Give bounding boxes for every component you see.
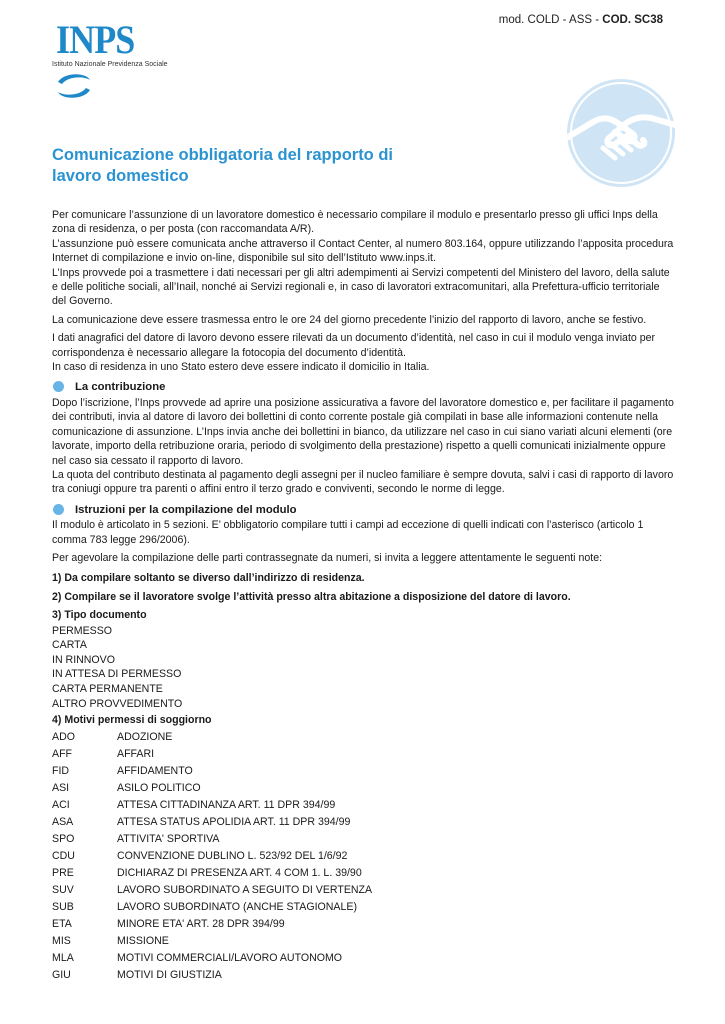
list-item: ALTRO PROVVEDIMENTO (52, 697, 183, 710)
code-cell: ACI (52, 798, 70, 811)
intro-paragraph: In caso di residenza in uno Stato estero deve essere indicato il domicilio in Italia. (52, 361, 430, 374)
bullet-dot-icon (53, 381, 64, 392)
code-cell: ASI (52, 781, 70, 794)
note-1: 1) Da compilare soltanto se diverso dall’indirizzo di residenza. (52, 572, 365, 585)
table-row (52, 764, 372, 781)
form-code (499, 14, 663, 26)
intro-paragraph: La comunicazione deve essere trasmessa entro le ore 24 del giorno precedente l’inizio del rapporto di lavoro, anche se festivo. (52, 313, 647, 326)
code-cell: CDU (52, 849, 75, 862)
section-heading-label: Istruzioni per la compilazione del modulo (75, 503, 297, 516)
form-code-number: COD. SC38 (602, 14, 663, 26)
desc-cell: ATTIVITA' SPORTIVA (117, 832, 220, 845)
istruzioni-paragraph: Il modulo è articolato in 5 sezioni. E’ obbligatorio compilare tutti i campi ad eccezione di quelli indicati con l’asterisco (articolo 1 comma 783 legge 296/2006). (52, 519, 644, 546)
desc-cell: MOTIVI COMMERCIALI/LAVORO AUTONOMO (117, 951, 343, 964)
logo-subtitle: Istituto Nazionale Previdenza Sociale (52, 61, 168, 68)
code-cell: SPO (52, 832, 75, 845)
desc-cell: ATTESA STATUS APOLIDIA ART. 11 DPR 394/99 (117, 815, 351, 828)
code-cell: MLA (52, 951, 74, 964)
desc-cell: ATTESA CITTADINANZA ART. 11 DPR 394/99 (117, 798, 336, 811)
table-row (52, 934, 372, 951)
code-cell: ADO (52, 730, 75, 743)
note-3: 3) Tipo documento (52, 609, 147, 622)
intro-paragraph: L’assunzione può essere comunicata anche attraverso il Contact Center, al numero 803.164, oppure utilizzando l’apposita procedura Internet di compilazione e invio on-line, disponibile sul sito dell’Istituto www.inps.it. (52, 237, 674, 265)
table-row (52, 798, 372, 815)
code-cell: AFF (52, 747, 73, 760)
code-cell: ASA (52, 815, 74, 828)
table-row (52, 883, 372, 900)
list-item: CARTA PERMANENTE (52, 682, 163, 695)
inps-swirl-icon (54, 72, 94, 100)
table-row (52, 730, 372, 747)
desc-cell: AFFIDAMENTO (117, 764, 193, 777)
contribuzione-paragraph: La quota del contributo destinata al pagamento degli assegni per il nucleo familiare è sempre dovuta, salvi i casi di rapporto di lavoro tra coniugi oppure tra parenti o affini entro il terzo grado e conviventi, secondo le norme di legge. (52, 468, 674, 496)
list-item: IN RINNOVO (52, 653, 115, 666)
table-row (52, 951, 372, 968)
intro-paragraph: Per comunicare l’assunzione di un lavoratore domestico è necessario compilare il modulo e presentarlo presso gli uffici Inps della zona di residenza, o per posta (con raccomandata A/R). (52, 209, 658, 236)
table-row (52, 747, 372, 764)
inps-logo (52, 17, 212, 100)
table-row (52, 832, 372, 849)
code-cell: SUV (52, 883, 74, 896)
desc-cell: MISSIONE (117, 934, 169, 947)
permit-reasons-table (52, 730, 372, 985)
table-row (52, 968, 372, 985)
form-code-prefix: mod. COLD - ASS - (498, 14, 603, 26)
note-2: 2) Compilare se il lavoratore svolge l’attività presso altra abitazione a disposizione del datore di lavoro. (52, 590, 571, 603)
code-cell: PRE (52, 866, 74, 879)
desc-cell: MOTIVI DI GIUSTIZIA (117, 968, 222, 981)
code-cell: FID (52, 764, 70, 777)
bullet-dot-icon (53, 504, 64, 515)
intro-paragraph: I dati anagrafici del datore di lavoro devono essere rilevati da un documento d’identità, nel caso in cui il modulo venga inviato per corrispondenza è necessario allegare la fotocopia del documento d’identità. (52, 332, 656, 359)
table-row (52, 866, 372, 883)
code-cell: MIS (52, 934, 71, 947)
desc-cell: ADOZIONE (117, 730, 173, 743)
desc-cell: CONVENZIONE DUBLINO L. 523/92 DEL 1/6/92 (117, 849, 348, 862)
section-heading-istruzioni (75, 503, 676, 517)
list-item: CARTA (52, 639, 87, 652)
handshake-icon (555, 78, 695, 188)
desc-cell: AFFARI (117, 747, 155, 760)
note-4: 4) Motivi permessi di soggiorno (52, 714, 212, 727)
section-heading-label: La contribuzione (75, 381, 166, 394)
table-row (52, 815, 372, 832)
code-cell: SUB (52, 900, 74, 913)
contribuzione-paragraph: Dopo l’iscrizione, l’Inps provvede ad aprire una posizione assicurativa a favore del lavoratore domestico e, per facilitare il pagamento dei contributi, invia al datore di lavoro dei bollettini di conto corrente postale già compilati in base alle informazioni contenute nella comunicazione di assunzione. L’Inps invia anche dei bollettini in bianco, da utilizzare nel caso in cui siano variati alcuni elementi (ore lavorate, importo della retribuzione oraria, periodo di svolgimento della prestazione) rispetto a quelli comunicati inizialmente oppure nel caso sia cessato il rapporto di lavoro. (52, 396, 674, 467)
table-row (52, 900, 372, 917)
desc-cell: MINORE ETA' ART. 28 DPR 394/99 (117, 917, 285, 930)
desc-cell: LAVORO SUBORDINATO A SEGUITO DI VERTENZA (117, 883, 373, 896)
document-type-list (52, 624, 676, 712)
code-cell: GIU (52, 968, 71, 981)
intro-paragraph: L’Inps provvede poi a trasmettere i dati necessari per gli altri adempimenti ai Servizi competenti del Ministero del lavoro, della salute e delle politiche sociali, all’Inail, nonché ai Servizi regionali e, in caso di lavoratori extracomunitari, alla Prefettura-ufficio territoriale del Governo. (52, 266, 670, 308)
desc-cell: ASILO POLITICO (117, 781, 201, 794)
desc-cell: DICHIARAZ DI PRESENZA ART. 4 COM 1. L. 39/90 (117, 866, 362, 879)
table-row (52, 917, 372, 934)
list-item: PERMESSO (52, 624, 113, 637)
code-cell: ETA (52, 917, 72, 930)
logo-wordmark: INPS (56, 17, 135, 62)
istruzioni-paragraph: Per agevolare la compilazione delle parti contrassegnate da numeri, si invita a leggere attentamente le seguenti note: (52, 551, 603, 564)
page-title: Comunicazione obbligatoria del rapporto di lavoro domestico (52, 146, 394, 185)
document-body (52, 208, 676, 985)
table-row (52, 781, 372, 798)
list-item: IN ATTESA DI PERMESSO (52, 668, 182, 681)
desc-cell: LAVORO SUBORDINATO (ANCHE STAGIONALE) (117, 900, 357, 913)
section-heading-contribuzione (75, 380, 676, 394)
table-row (52, 849, 372, 866)
